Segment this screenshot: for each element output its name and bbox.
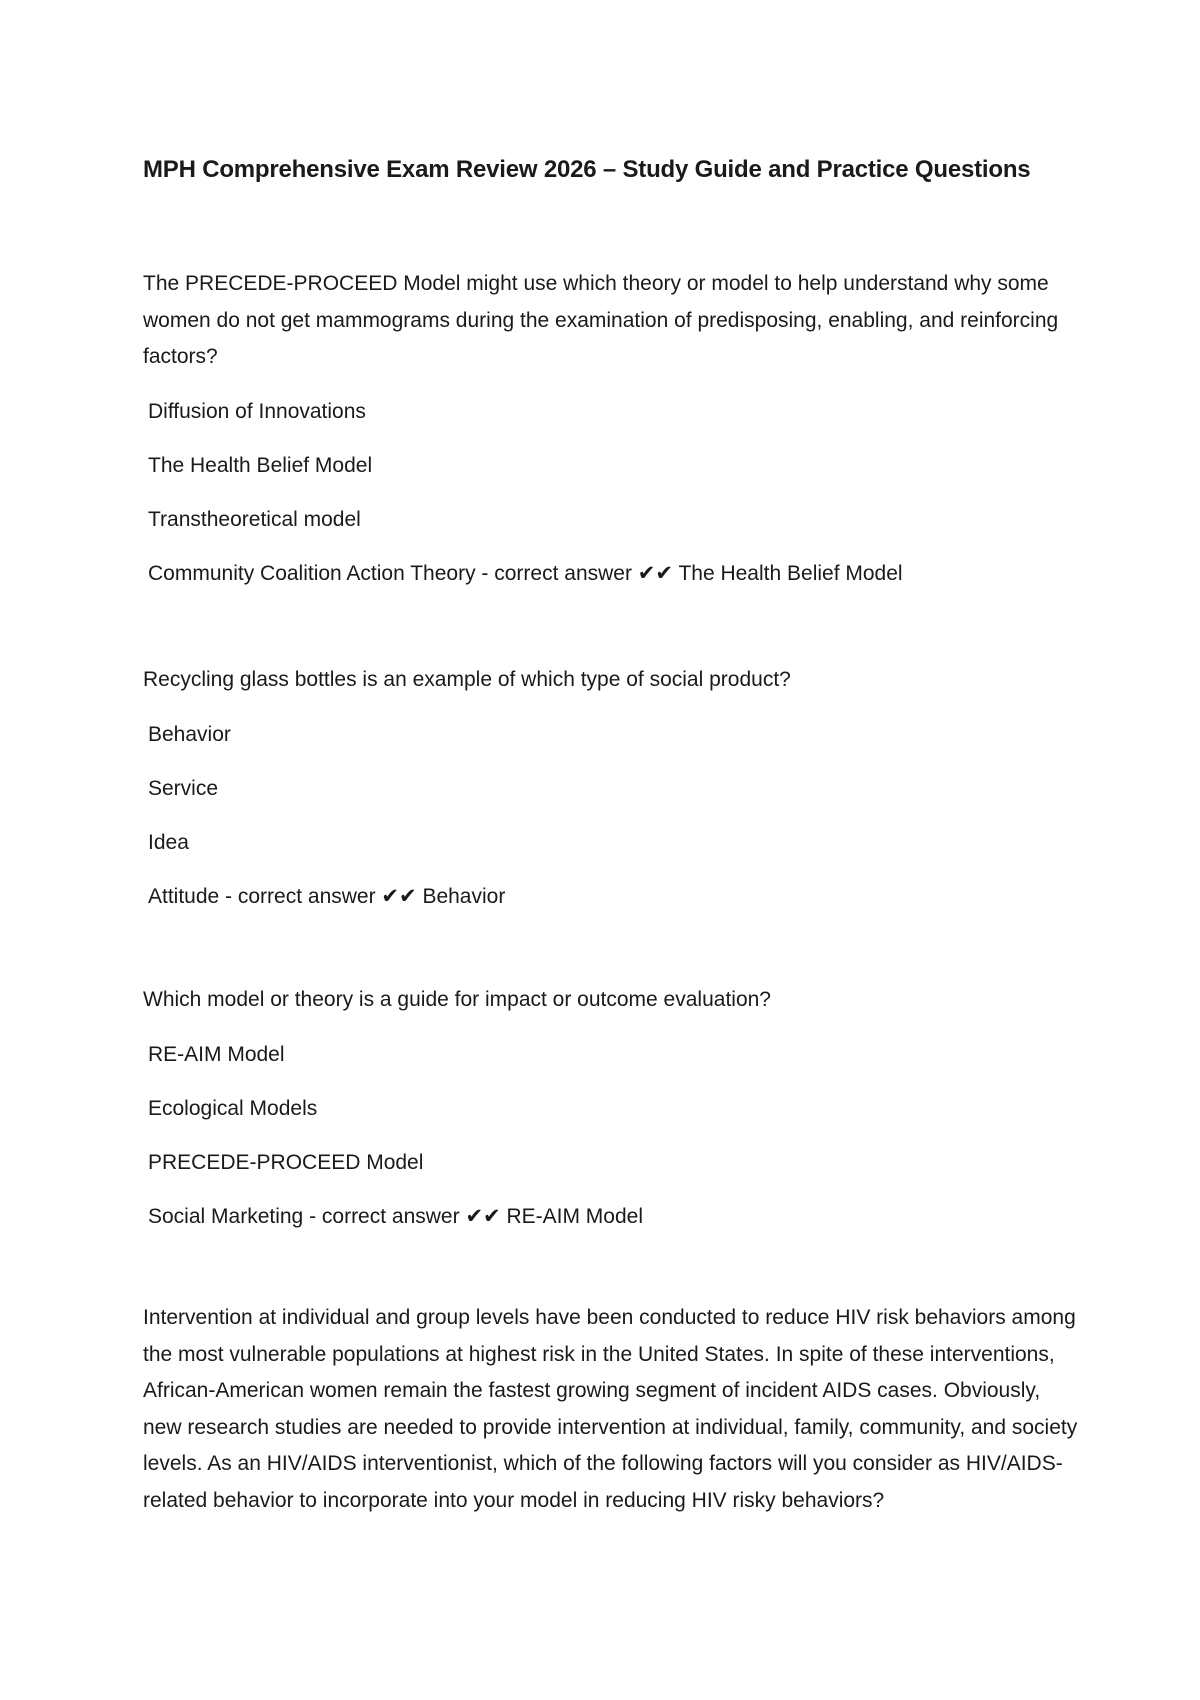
question-block-4 bbox=[143, 1300, 1083, 1519]
answer-option: Service bbox=[148, 776, 219, 800]
answer-option: The Health Belief Model bbox=[148, 453, 373, 477]
answer-option: Transtheoretical model bbox=[148, 507, 361, 531]
answer-option: RE-AIM Model bbox=[148, 1042, 285, 1066]
answer-option: Behavior bbox=[148, 722, 231, 746]
question-block-1 bbox=[143, 266, 1083, 592]
question-text: Recycling glass bottles is an example of which type of social product? bbox=[143, 668, 791, 691]
question-block-2 bbox=[143, 662, 1083, 915]
answer-option-with-correct-answer: Social Marketing - correct answer ✔✔ RE-AIM Model bbox=[148, 1204, 643, 1228]
answer-option: Idea bbox=[148, 830, 189, 854]
question-text: The PRECEDE-PROCEED Model might use which theory or model to help understand why some women do not get mammograms during the examination of predisposing, enabling, and reinforcing factors? bbox=[143, 272, 1059, 368]
question-text: Which model or theory is a guide for impact or outcome evaluation? bbox=[143, 988, 771, 1011]
answer-option-with-correct-answer: Attitude - correct answer ✔✔ Behavior bbox=[148, 884, 506, 908]
question-block-3 bbox=[143, 982, 1083, 1235]
question-text: Intervention at individual and group levels have been conducted to reduce HIV risk behaviors among the most vulnerable populations at highest risk in the United States. In spite of these interventions, African-American women remain the fastest growing segment of incident AIDS cases. Obviously, new research studies are needed to provide intervention at individual, family, community, and society levels. As an HIV/AIDS interventionist, which of the following factors will you consider as HIV/AIDS-related behavior to incorporate into your model in reducing HIV risky behaviors? bbox=[143, 1306, 1078, 1512]
answer-option: PRECEDE-PROCEED Model bbox=[148, 1150, 424, 1174]
answer-option: Ecological Models bbox=[148, 1096, 318, 1120]
answer-option: Diffusion of Innovations bbox=[148, 399, 366, 423]
answer-option-with-correct-answer: Community Coalition Action Theory - correct answer ✔✔ The Health Belief Model bbox=[148, 561, 903, 585]
document-title: MPH Comprehensive Exam Review 2026 – Study Guide and Practice Questions bbox=[143, 156, 1031, 183]
